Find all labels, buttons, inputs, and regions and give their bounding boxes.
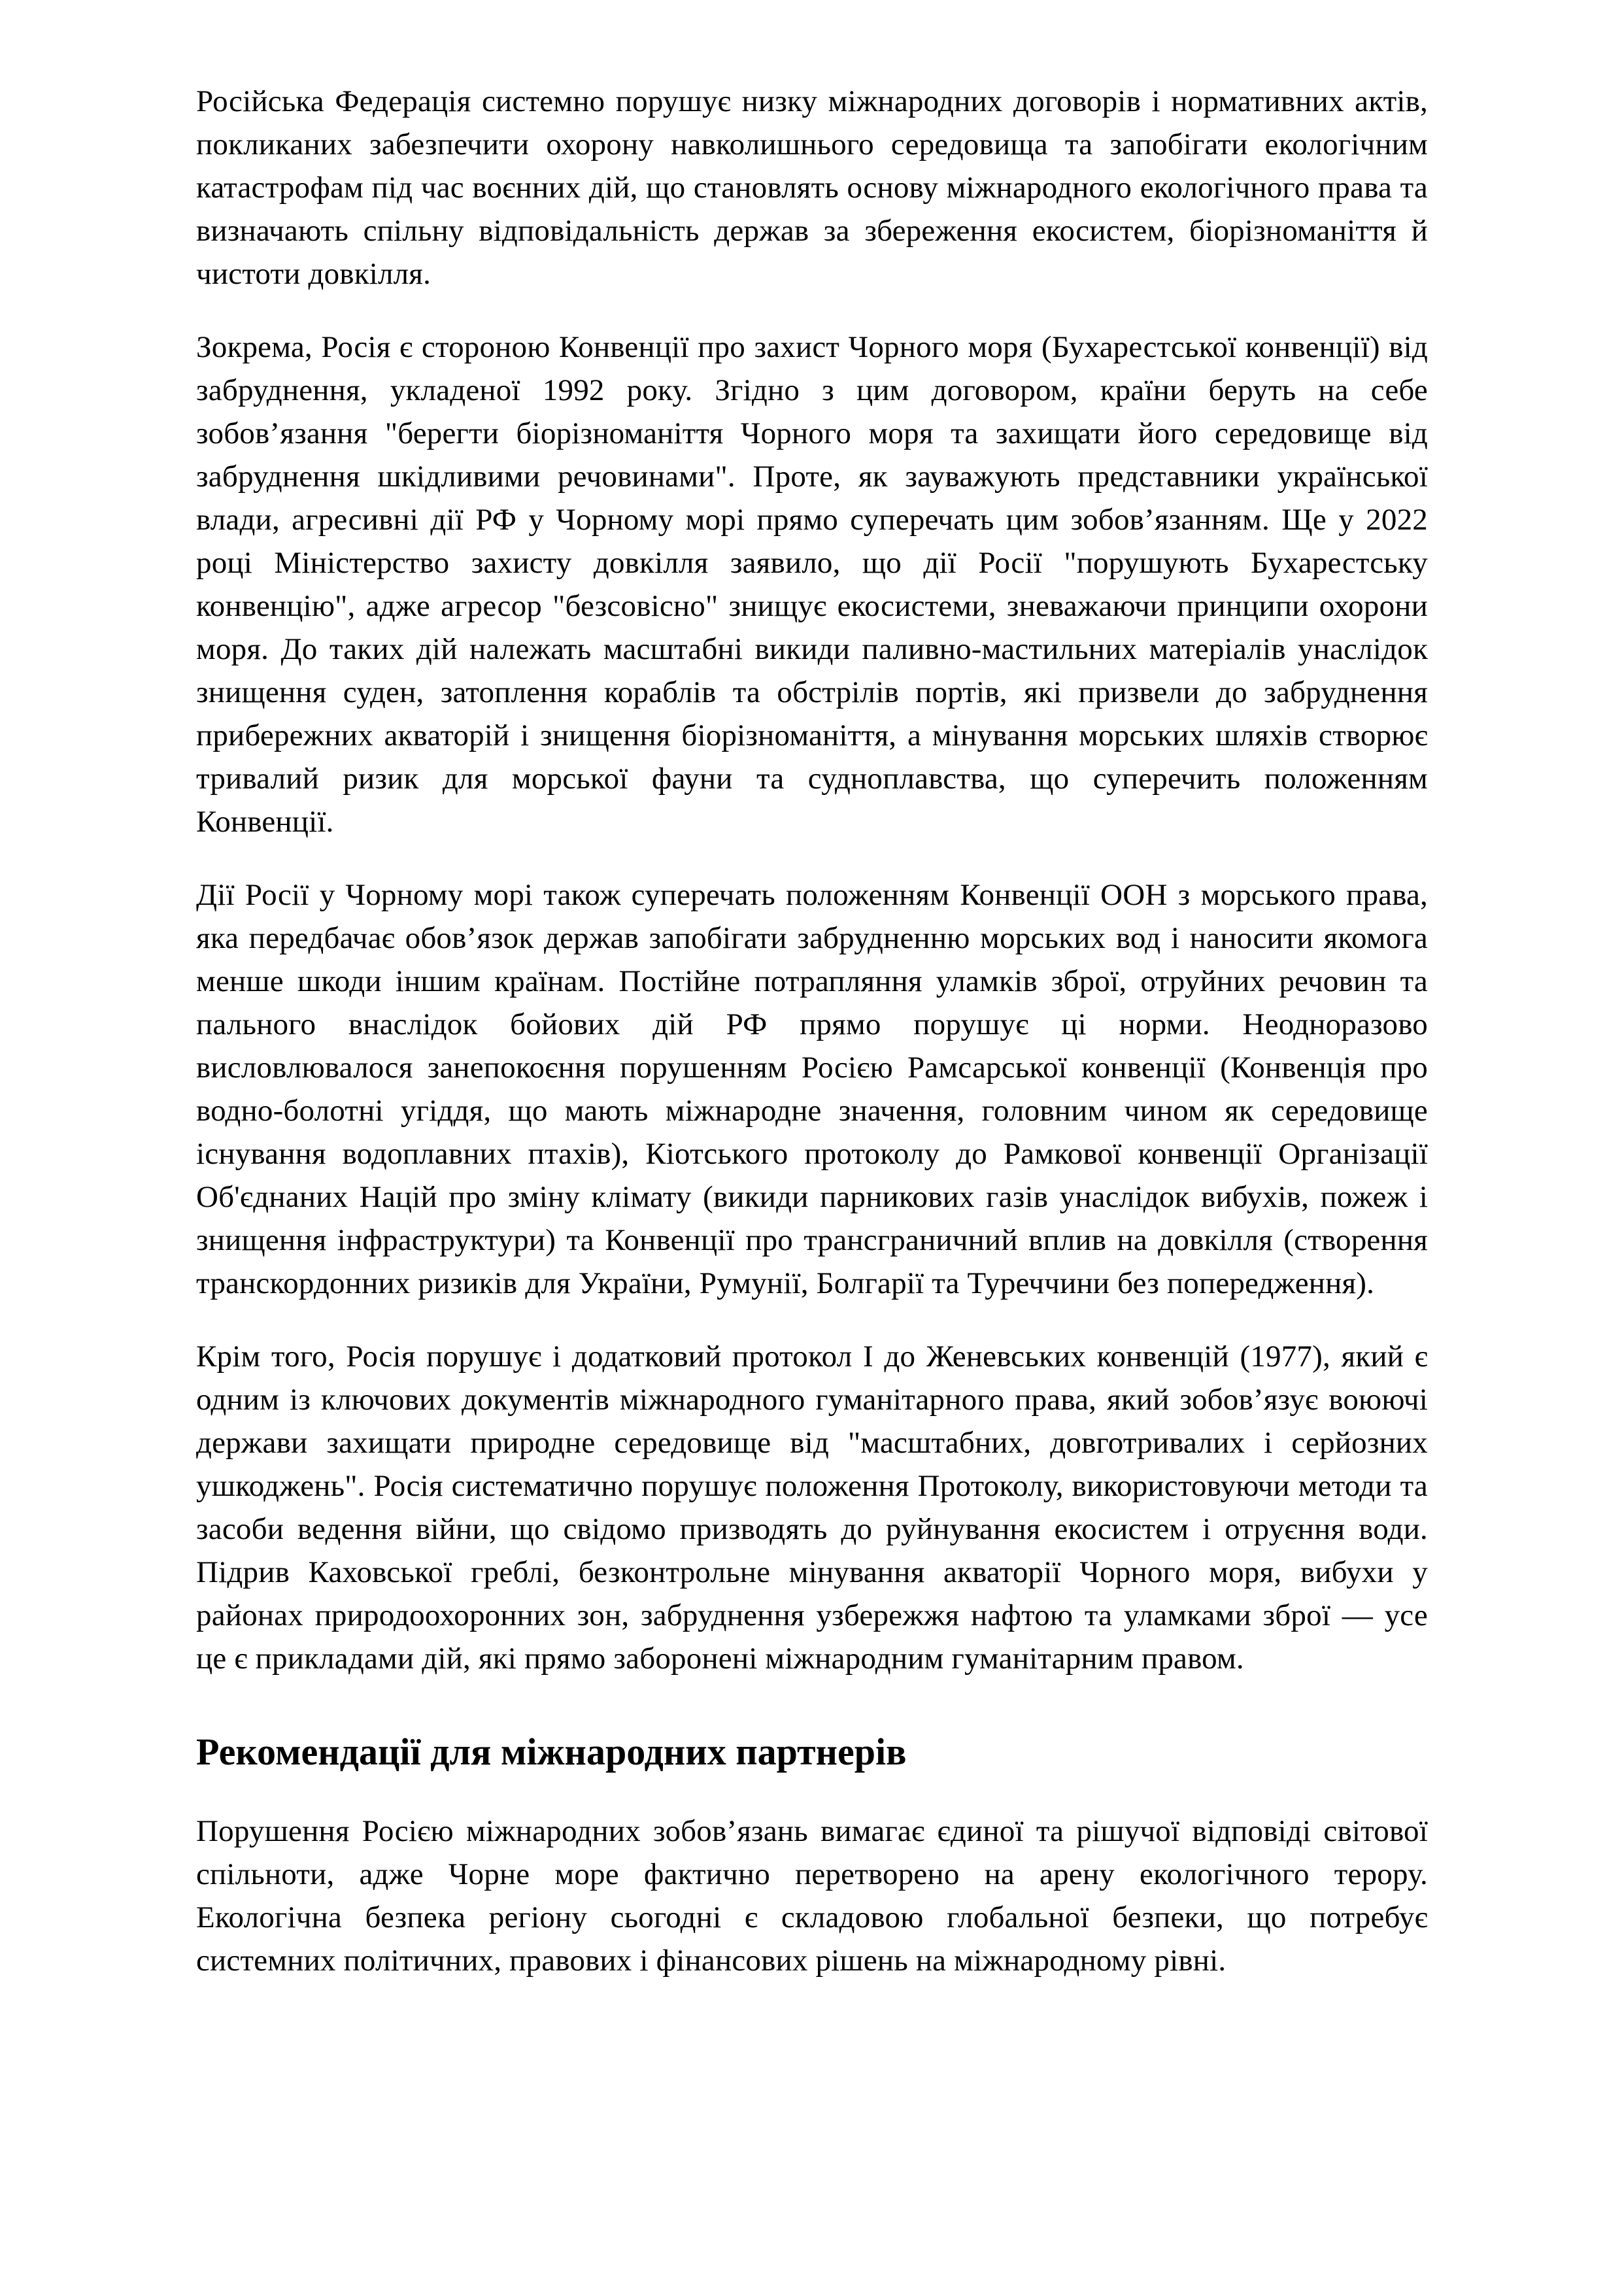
section-heading-recommendations: Рекомендації для міжнародних партнерів (196, 1730, 907, 1773)
paragraph-international-violations: Російська Федерація системно порушує низку міжнародних договорів і нормативних актів, покликаних забезпечити охорону навколишнього середовища та запобігати екологічним катастрофам під час воєнних дій, що становлять основу міжнародного екологічного права та визначають спільну відповідальність держав за збереження екосистем, біорізноманіття й чистоти довкілля. (196, 84, 1428, 291)
paragraph-un-sea-law: Дії Росії у Чорному морі також суперечать положенням Конвенції ООН з морського права, яка передбачає обов’язок держав запобігати забрудненню морських вод і наносити якомога менше шкоди іншим країнам. Постійне потрапляння уламків зброї, отруйних речовин та пального внаслідок бойових дій РФ прямо порушує ці норми. Неодноразово висловлювалося занепокоєння порушенням Росією Рамсарської конвенції (Конвенція про водно-болотні угіддя, що мають міжнародне значення, головним чином як середовище існування водоплавних птахів), Кіотського протоколу до Рамкової конвенції Організації Об'єднаних Націй про зміну клімату (викиди парникових газів унаслідок вибухів, пожеж і знищення інфраструктури) та Конвенції про трансграничний вплив на довкілля (створення транскордонних ризиків для України, Румунії, Болгарії та Туреччини без попередження). (196, 878, 1428, 1300)
paragraph-geneva-protocol: Крім того, Росія порушує і додатковий протокол I до Женевських конвенцій (1977), який є одним із ключових документів міжнародного гуманітарного права, який зобов’язує воюючі держави захищати природне середовище від "масштабних, довготривалих і серйозних ушкоджень". Росія систематично порушує положення Протоколу, використовуючи методи та засоби ведення війни, що свідомо призводять до руйнування екосистем і отруєння води. Підрив Каховської греблі, безконтрольне мінування акваторії Чорного моря, вибухи у районах природоохоронних зон, забруднення узбережжя нафтою та уламками зброї — усе це є прикладами дій, які прямо заборонені міжнародним гуманітарним правом. (196, 1340, 1428, 1676)
paragraph-closing-response: Порушення Росією міжнародних зобов’язань вимагає єдиної та рішучої відповіді світової спільноти, адже Чорне море фактично перетворено на арену екологічного терору. Екологічна безпека регіону сьогодні є складовою глобальної безпеки, що потребує системних політичних, правових і фінансових рішень на міжнародному рівні. (196, 1814, 1428, 1978)
paragraph-bucharest-convention: Зокрема, Росія є стороною Конвенції про захист Чорного моря (Бухарестської конвенції) від забруднення, укладеної 1992 року. Згідно з цим договором, країни беруть на себе зобов’язання "берегти біорізноманіття Чорного моря та захищати його середовище від забруднення шкідливими речовинами". Проте, як зауважують представники української влади, агресивні дії РФ у Чорному морі прямо суперечать цим зобов’язанням. Ще у 2022 році Міністерство захисту довкілля заявило, що дії Росії "порушують Бухарестську конвенцію", адже агресор "безсовісно" знищує екосистеми, зневажаючи принципи охорони моря. До таких дій належать масштабні викиди паливно-мастильних матеріалів унаслідок знищення суден, затоплення кораблів та обстрілів портів, які призвели до забруднення прибережних акваторій і знищення біорізноманіття, а мінування морських шляхів створює тривалий ризик для морської фауни та судноплавства, що суперечить положенням Конвенції. (196, 330, 1428, 839)
